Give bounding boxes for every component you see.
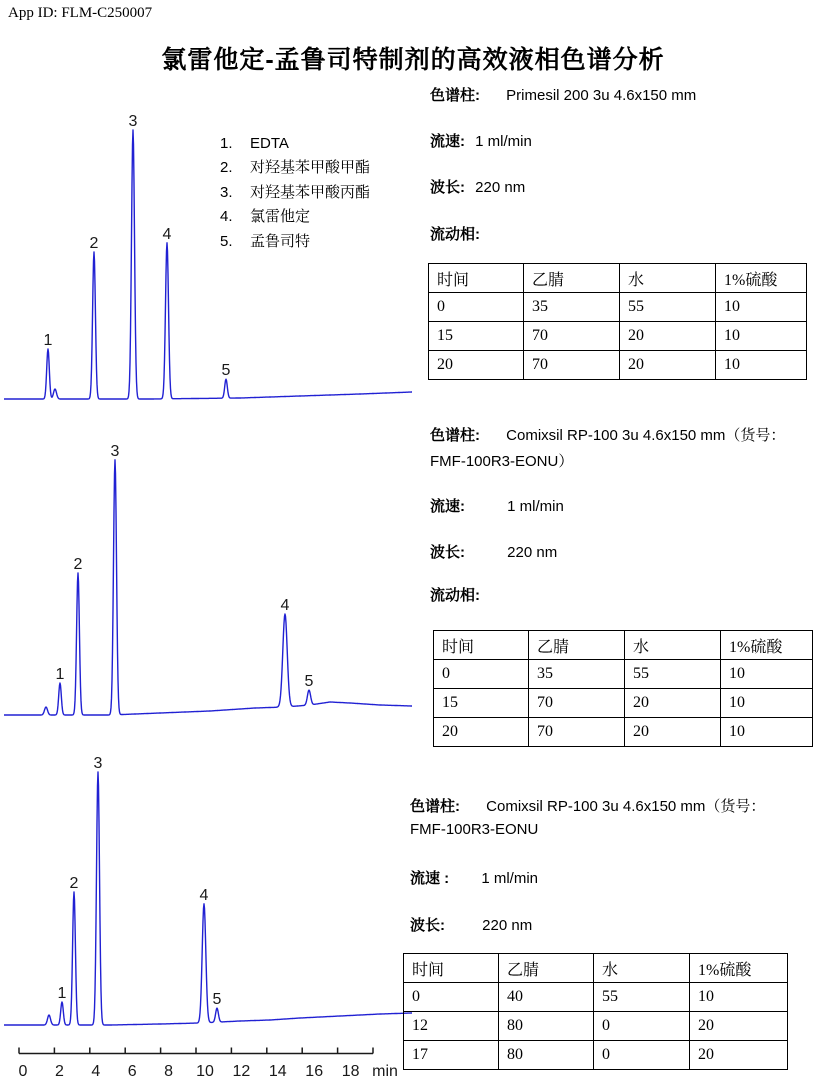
cell: 10 (716, 351, 807, 380)
header-cell: 水 (625, 631, 721, 660)
legend-item-label: 孟鲁司特 (250, 232, 311, 250)
legend-item (220, 156, 370, 180)
header-cell: 1%硫酸 (690, 954, 788, 983)
legend-item-number: 3. (220, 183, 233, 201)
cell: 20 (620, 322, 716, 351)
axis-tick-label: 4 (91, 1063, 101, 1080)
table-header-row (429, 264, 807, 293)
cell: 0 (434, 660, 529, 689)
wavelength-value: 220 nm (482, 917, 533, 934)
header-cell: 时间 (404, 954, 499, 983)
table-row (434, 689, 813, 718)
cell: 17 (404, 1041, 499, 1070)
flow-rate-value: 1 ml/min (481, 870, 539, 887)
cell: 12 (404, 1012, 499, 1041)
flow-rate-label: 流速: (430, 498, 465, 515)
header-cell: 时间 (434, 631, 529, 660)
section2-column-line2 (430, 450, 573, 471)
section3-column-line (410, 795, 765, 816)
section2-column-line (430, 424, 785, 445)
time-axis (0, 1045, 420, 1090)
mobile-phase-label: 流动相: (430, 226, 480, 243)
section3-wavelength-line (410, 914, 532, 935)
section2-wavelength-line (430, 541, 557, 562)
cell: 0 (594, 1012, 690, 1041)
chromatogram-3-peak-label-2: 2 (69, 875, 79, 892)
section3-flow-line (410, 867, 538, 888)
cell: 80 (499, 1012, 594, 1041)
cell: 10 (721, 689, 813, 718)
legend-item-number: 5. (220, 232, 233, 250)
cell: 20 (625, 689, 721, 718)
cell: 20 (625, 718, 721, 747)
header-cell: 水 (620, 264, 716, 293)
cell: 20 (690, 1041, 788, 1070)
legend-item-number: 1. (220, 135, 233, 152)
legend-item-label: 对羟基苯甲酸丙酯 (250, 183, 371, 201)
cell: 70 (529, 689, 625, 718)
chromatogram-3-peak-label-1: 1 (57, 985, 67, 1002)
column-value: Primesil 200 3u 4.6x150 mm (506, 87, 697, 104)
legend-item (220, 132, 370, 156)
legend-item-label: EDTA (250, 135, 289, 152)
cell: 20 (690, 1012, 788, 1041)
cell: 55 (625, 660, 721, 689)
chromatogram-2-trace (4, 460, 412, 715)
wavelength-value: 220 nm (507, 544, 558, 561)
cell: 35 (524, 293, 620, 322)
chromatogram-3-peak-label-4: 4 (199, 886, 209, 904)
chromatogram-3-peak-label-5: 5 (212, 991, 222, 1009)
cell: 15 (434, 689, 529, 718)
header-cell: 1%硫酸 (716, 264, 807, 293)
table-row (404, 1012, 788, 1041)
cell: 10 (716, 293, 807, 322)
section1-mobile-phase-line (430, 223, 480, 244)
axis-tick-label: 14 (268, 1063, 287, 1080)
cell: 70 (524, 322, 620, 351)
axis-tick-label: 0 (18, 1063, 28, 1080)
column-label: 色谱柱: (430, 427, 480, 444)
mobile-phase-table-1 (428, 263, 807, 380)
cell: 55 (594, 983, 690, 1012)
axis-tick-label: 10 (196, 1063, 214, 1080)
section1-wavelength-line (430, 176, 525, 197)
mobile-phase-label: 流动相: (430, 587, 480, 604)
header-cell: 时间 (429, 264, 524, 293)
cell: 70 (524, 351, 620, 380)
header-cell: 1%硫酸 (721, 631, 813, 660)
cell: 10 (716, 322, 807, 351)
axis-tick-label: 18 (341, 1063, 360, 1080)
flow-rate-label: 流速 : (410, 870, 450, 887)
chromatogram-1-peak-label-5: 5 (221, 362, 231, 380)
chromatogram-2-plot (0, 420, 420, 740)
table-row (434, 660, 813, 689)
axis-unit-label: min (372, 1063, 398, 1080)
chromatogram-1-peak-label-1: 1 (43, 332, 53, 349)
column-value-cont: FMF-100R3-EONU） (430, 453, 574, 470)
table-row (434, 718, 813, 747)
table-header-row (404, 954, 788, 983)
table-row (429, 351, 807, 380)
legend-item-number: 4. (220, 208, 233, 226)
chromatogram-2-peak-label-3: 3 (110, 442, 120, 460)
cell: 20 (434, 718, 529, 747)
section3-column-line2 (410, 821, 538, 838)
cell: 10 (721, 718, 813, 747)
chromatogram-1-peak-label-3: 3 (128, 113, 138, 130)
table-row (429, 293, 807, 322)
cell: 40 (499, 983, 594, 1012)
axis-tick-label: 8 (164, 1063, 174, 1080)
cell: 80 (499, 1041, 594, 1070)
column-value-cont: FMF-100R3-EONU (410, 821, 539, 838)
chromatogram-1-peak-label-2: 2 (89, 235, 99, 252)
wavelength-label: 波长: (410, 917, 445, 934)
cell: 55 (620, 293, 716, 322)
cell: 0 (404, 983, 499, 1012)
cell: 70 (529, 718, 625, 747)
axis-tick-label: 12 (232, 1063, 251, 1080)
cell: 20 (620, 351, 716, 380)
section2-mobile-phase-line (430, 584, 480, 605)
section2-flow-line (430, 495, 564, 516)
header-cell: 乙腈 (529, 631, 625, 660)
page-title: 氯雷他定-孟鲁司特制剂的高效液相色谱分析 (161, 46, 665, 74)
axis-tick-label: 16 (305, 1063, 324, 1080)
cell: 35 (529, 660, 625, 689)
table-row (404, 1041, 788, 1070)
legend-item-label: 对羟基苯甲酸甲酯 (250, 159, 371, 177)
axis-tick-label: 6 (127, 1063, 137, 1080)
table-header-row (434, 631, 813, 660)
cell: 15 (429, 322, 524, 351)
column-value: Comixsil RP-100 3u 4.6x150 mm（货号： (506, 427, 786, 444)
header-cell: 乙腈 (524, 264, 620, 293)
flow-rate-value: 1 ml/min (475, 133, 532, 150)
cell: 20 (429, 351, 524, 380)
table-row (429, 322, 807, 351)
wavelength-value: 220 nm (475, 179, 526, 196)
chromatogram-2-peak-label-5: 5 (304, 673, 314, 691)
wavelength-label: 波长: (430, 544, 465, 561)
chromatogram-2-peak-label-4: 4 (280, 597, 290, 614)
chromatogram-2-peak-label-1: 1 (55, 666, 65, 683)
mobile-phase-table-3 (403, 953, 788, 1070)
column-value: Comixsil RP-100 3u 4.6x150 mm（货号： (486, 798, 766, 815)
legend-item (220, 230, 370, 254)
legend-item (220, 205, 370, 229)
axis-tick-label: 2 (54, 1063, 64, 1080)
legend-item-number: 2. (220, 159, 233, 177)
cell: 0 (594, 1041, 690, 1070)
app-id-text: App ID: FLM-C250007 (8, 5, 153, 21)
column-label: 色谱柱: (430, 87, 480, 104)
legend-item (220, 181, 370, 205)
cell: 10 (721, 660, 813, 689)
flow-rate-label: 流速: (430, 133, 465, 150)
mobile-phase-table-2 (433, 630, 813, 747)
section1-column-line (430, 84, 696, 105)
chromatogram-3-peak-label-3: 3 (93, 755, 103, 772)
cell: 10 (690, 983, 788, 1012)
header-cell: 乙腈 (499, 954, 594, 983)
header-cell: 水 (594, 954, 690, 983)
chromatogram-3-plot (0, 740, 420, 1052)
chromatogram-2-peak-label-2: 2 (73, 556, 83, 573)
peak-legend (220, 132, 370, 254)
flow-rate-value: 1 ml/min (507, 498, 564, 515)
section1-flow-line (430, 130, 532, 151)
table-row (404, 983, 788, 1012)
chromatogram-1-peak-label-4: 4 (162, 225, 172, 243)
wavelength-label: 波长: (430, 179, 465, 196)
column-label: 色谱柱: (410, 798, 460, 815)
legend-item-label: 氯雷他定 (250, 208, 311, 226)
cell: 0 (429, 293, 524, 322)
